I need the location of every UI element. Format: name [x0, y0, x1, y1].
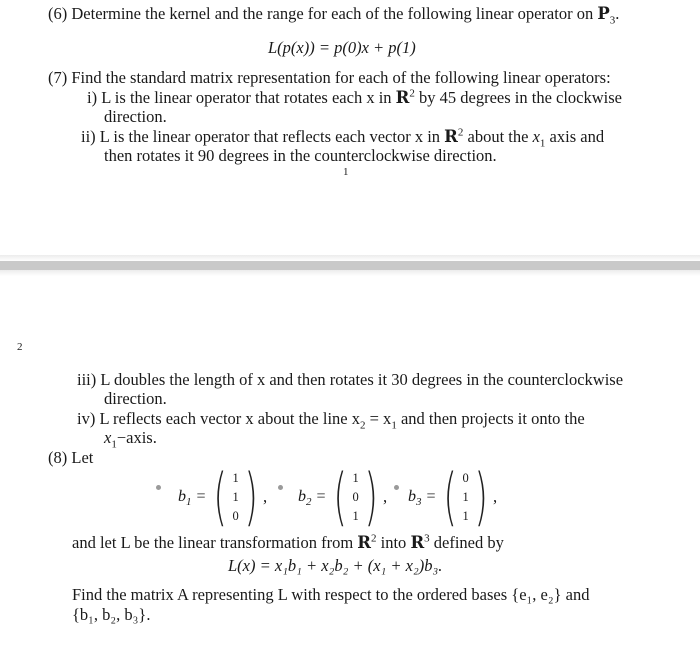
q8-b1-col: [233, 469, 239, 526]
q8-r3-sup: 3: [424, 532, 430, 545]
q7-line: [48, 68, 611, 88]
q8-b3-0: 0: [462, 470, 469, 485]
q8-b3-2: 1: [462, 508, 469, 523]
q8-b1-0: 1: [232, 470, 239, 485]
q8-b2-label: $b_2$ =: [298, 488, 327, 509]
q8-b3-comma: ,: [492, 487, 498, 506]
q7-iv-x: x: [104, 428, 112, 447]
q7-ii-text-a: L is the linear operator that reflects each vector: [99, 127, 411, 146]
q7-i-text-b: x in: [366, 88, 392, 107]
q7-i-line1: [87, 88, 622, 108]
q8-b3-1: 1: [462, 489, 469, 504]
q8-b1-lparen: (: [213, 460, 228, 533]
q7-iv-eq: = x: [369, 409, 392, 428]
q7-iv-line1: [77, 409, 585, 432]
q8-b2-0: 1: [352, 470, 359, 485]
page-number-1: 1: [343, 166, 349, 178]
q8-b1-2: 0: [232, 508, 239, 523]
q7-i-text-d: by 45 degrees in the clockwise: [419, 88, 622, 107]
q8-b1-label: $b_1$ =: [178, 488, 207, 509]
q8-r3: R: [410, 533, 425, 552]
q8-b1-rparen: ): [244, 460, 258, 533]
q8-b2-1: 0: [352, 489, 359, 504]
q8-b3-col: [463, 469, 469, 526]
q8-equation: L(x) = x₁b₁ + x₂b₂ + (x₁ + x₂)b₃.: [228, 556, 443, 575]
q7-iv-sub1: 1: [391, 419, 397, 432]
q7-iv-line2: [104, 428, 157, 451]
q6-text: Determine the kernel and the range for each of the following linear operator on: [71, 4, 594, 23]
q8-r2-sup: 2: [371, 532, 377, 545]
q7-ii-line2: then rotates it 90 degrees in the counterclockwise direction.: [104, 146, 497, 165]
q7-i-r: R: [395, 88, 410, 107]
q8-label: (8): [48, 448, 68, 467]
q8-find-line2: {b₁, b₂, b₃}.: [72, 605, 151, 624]
q8-b3-label: $b_3$ =: [408, 488, 437, 509]
q8-b1: [178, 460, 268, 533]
q8-r2: R: [357, 533, 372, 552]
q8-b2-rparen: ): [364, 460, 378, 533]
q8-b3-rparen: ): [474, 460, 488, 533]
q6-space: P: [597, 4, 610, 23]
q7-ii-label: ii): [81, 127, 96, 146]
q7-ii-text-b: x in: [414, 127, 441, 146]
q8-b3-lparen: (: [443, 460, 458, 533]
q7-ii-line1: [81, 126, 605, 150]
q7-ii-text-d: about the: [467, 127, 529, 146]
q6-line: (6) Determine the kernel and the range for each of the following linear operator on $P_3$.: [48, 4, 620, 27]
q8-b3: [408, 460, 498, 533]
q8-b2-col: [353, 469, 359, 526]
q7-iv-text: L reflects each vector x about the line x: [99, 409, 360, 428]
q8-find-line1: Find the matrix A representing L with respect to the ordered bases {e₁, e₂} and: [72, 585, 590, 604]
q7-iv-label: iv): [77, 409, 96, 428]
q8-line: [48, 448, 93, 468]
q7-ii-text-f: axis and: [549, 127, 605, 146]
q7-label: (7): [48, 68, 68, 87]
q8-b1-comma: ,: [262, 487, 268, 506]
q8-let: Let: [71, 448, 94, 467]
q8-dot-2: [276, 478, 288, 496]
q7-ii-sub: 1: [539, 137, 546, 150]
q7-i-line2: direction.: [104, 107, 167, 126]
q8-dot-1: [154, 478, 166, 496]
q8-into: into: [380, 533, 407, 552]
page-shadow-bottom: [0, 270, 700, 276]
q7-iv-sub2: 2: [360, 419, 366, 432]
q7-iii-line2: direction.: [104, 389, 167, 408]
page-number-2: 2: [17, 341, 23, 353]
q7-ii-r: R: [444, 127, 458, 146]
q8-b2-comma: ,: [382, 487, 388, 506]
page-break: [0, 261, 700, 270]
q7-iii-text: L doubles the length of x and then rotates it 30 degrees in the counterclockwise: [100, 370, 624, 389]
q8-b2-lparen: (: [333, 460, 348, 533]
q8-b1-1: 1: [232, 489, 239, 504]
q8-line-a: [72, 533, 504, 553]
q6-label: (6): [48, 4, 68, 23]
q8-b2: [298, 460, 388, 533]
q7-ii-x: x: [532, 127, 540, 146]
q7-ii-sup: 2: [457, 126, 464, 139]
q7-iii-line1: [77, 370, 623, 390]
q6-equation: L(p(x)) = p(0)x + p(1): [268, 38, 416, 57]
q7-iv-text-end: and then projects it onto the: [400, 409, 585, 428]
q7-iv-line2-sub: 1: [111, 438, 117, 451]
q7-iii-label: iii): [77, 370, 97, 389]
q7-text: Find the standard matrix representation for each of the following linear operators:: [71, 68, 611, 87]
q8-line-a-text: and let L be the linear transformation from: [72, 533, 354, 552]
q7-iv-axis: −axis.: [116, 428, 157, 447]
q7-i-text-a: L is the linear operator that rotates each: [101, 88, 363, 107]
q8-defined-by: defined by: [433, 533, 504, 552]
q7-i-label: i): [87, 88, 98, 107]
q6-space-sub: 3: [609, 14, 616, 27]
q8-b2-2: 1: [352, 508, 359, 523]
q8-dot-3: [392, 478, 404, 496]
q7-i-sup: 2: [409, 87, 415, 100]
